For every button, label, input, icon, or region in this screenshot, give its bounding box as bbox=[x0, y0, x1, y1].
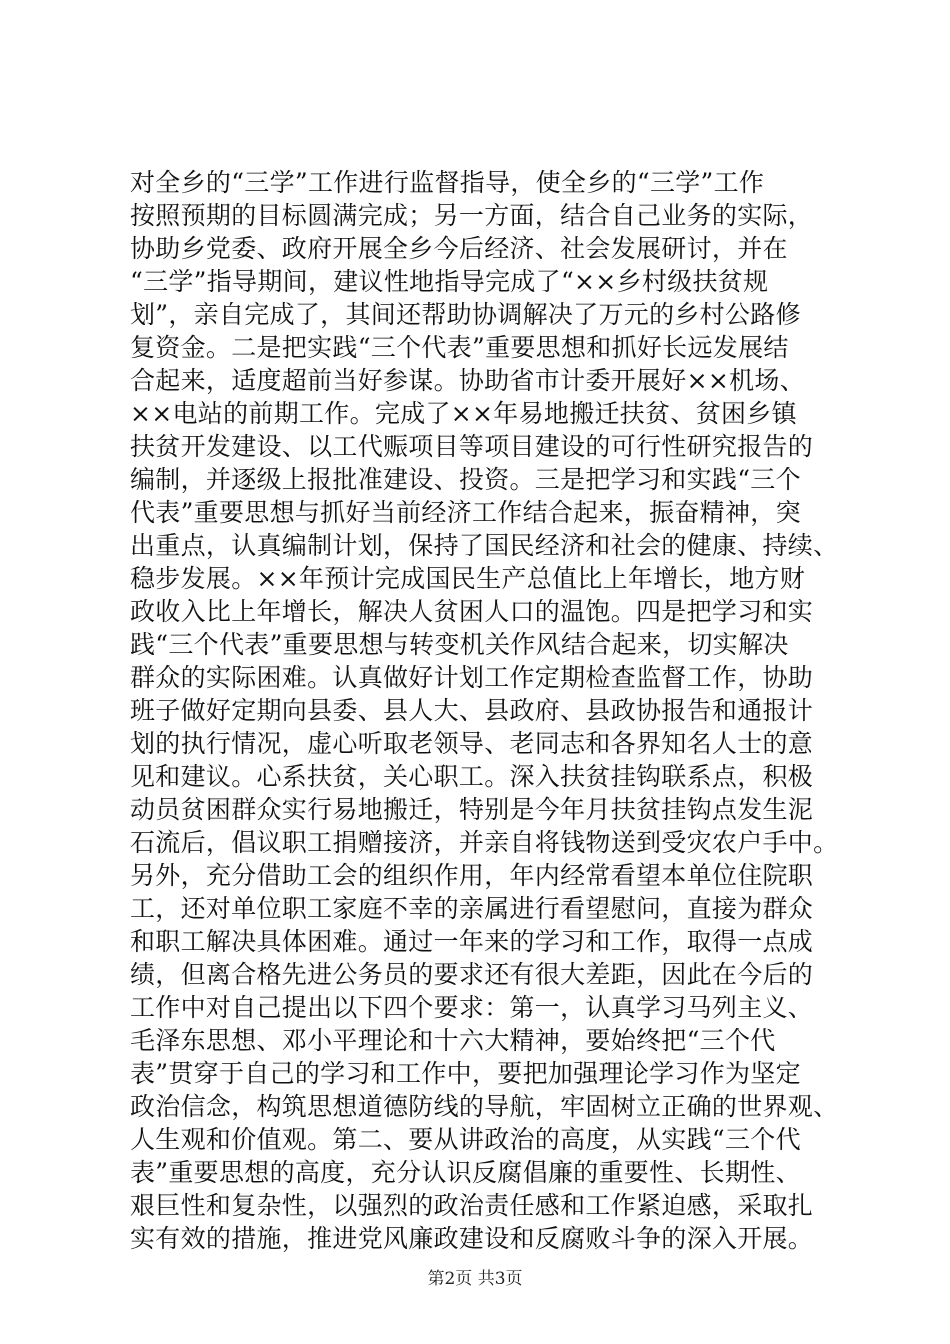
text-line: 艰巨性和复杂性，以强烈的政治责任感和工作紧迫感，采取扎 bbox=[130, 1191, 814, 1220]
text-line: 划”，亲自完成了，其间还帮助协调解决了万元的乡村公路修 bbox=[130, 300, 801, 329]
text-line: 绩，但离合格先进公务员的要求还有很大差距，因此在今后的 bbox=[130, 960, 814, 989]
text-line: 石流后，倡议职工捐赠接济，并亲自将钱物送到受灾农户手中。 bbox=[130, 828, 839, 857]
text-line: 划的执行情况，虚心听取老领导、老同志和各界知名人士的意 bbox=[130, 729, 814, 758]
text-line: 见和建议。心系扶贫，关心职工。深入扶贫挂钩联系点，积极 bbox=[130, 762, 814, 791]
text-line: 按照预期的目标圆满完成；另一方面，结合自己业务的实际， bbox=[130, 201, 814, 230]
text-line: 毛泽东思想、邓小平理论和十六大精神，要始终把“三个代 bbox=[130, 1026, 776, 1055]
text-line: 稳步发展。××年预计完成国民生产总值比上年增长，地方财 bbox=[130, 564, 805, 593]
page-number-footer: 第2页 共3页 bbox=[427, 1269, 523, 1289]
text-line: 出重点，认真编制计划，保持了国民经济和社会的健康、持续、 bbox=[130, 531, 839, 560]
text-line: 表”贯穿于自己的学习和工作中，要把加强理论学习作为坚定 bbox=[130, 1059, 801, 1088]
text-line: 协助乡党委、政府开展全乡今后经济、社会发展研讨，并在 bbox=[130, 234, 788, 263]
text-line: 另外，充分借助工会的组织作用，年内经常看望本单位住院职 bbox=[130, 861, 814, 890]
text-line: 工作中对自己提出以下四个要求：第一，认真学习马列主义、 bbox=[130, 993, 814, 1022]
text-line: 群众的实际困难。认真做好计划工作定期检查监督工作，协助 bbox=[130, 663, 814, 692]
text-line: 政治信念，构筑思想道德防线的导航，牢固树立正确的世界观、 bbox=[130, 1092, 839, 1121]
text-line: 合起来，适度超前当好参谋。协助省市计委开展好××机场、 bbox=[130, 366, 805, 395]
text-line: 代表”重要思想与抓好当前经济工作结合起来，振奋精神，突 bbox=[130, 498, 801, 527]
text-line: ××电站的前期工作。完成了××年易地搬迁扶贫、贫困乡镇 bbox=[130, 399, 797, 428]
text-line: 动员贫困群众实行易地搬迁，特别是今年月扶贫挂钩点发生泥 bbox=[130, 795, 814, 824]
text-line: 表”重要思想的高度，充分认识反腐倡廉的重要性、长期性、 bbox=[130, 1158, 801, 1187]
text-line: “三学”指导期间，建议性地指导完成了“××乡村级扶贫规 bbox=[130, 267, 769, 296]
text-line: 扶贫开发建设、以工代赈项目等项目建设的可行性研究报告的 bbox=[130, 432, 814, 461]
text-line: 工，还对单位职工家庭不幸的亲属进行看望慰问，直接为群众 bbox=[130, 894, 814, 923]
text-line: 对全乡的“三学”工作进行监督指导，使全乡的“三学”工作 bbox=[130, 168, 765, 197]
body-text bbox=[130, 166, 860, 1255]
text-line: 人生观和价值观。第二、要从讲政治的高度，从实践“三个代 bbox=[130, 1125, 801, 1154]
text-line: 和职工解决具体困难。通过一年来的学习和工作，取得一点成 bbox=[130, 927, 814, 956]
text-line: 实有效的措施，推进党风廉政建设和反腐败斗争的深入开展。 bbox=[130, 1224, 814, 1253]
text-line: 践“三个代表”重要思想与转变机关作风结合起来，切实解决 bbox=[130, 630, 789, 659]
text-line: 编制，并逐级上报批准建设、投资。三是把学习和实践“三个 bbox=[130, 465, 801, 494]
text-line: 班子做好定期向县委、县人大、县政府、县政协报告和通报计 bbox=[130, 696, 814, 725]
text-line: 复资金。二是把实践“三个代表”重要思想和抓好长远发展结 bbox=[130, 333, 789, 362]
text-line: 政收入比上年增长，解决人贫困人口的温饱。四是把学习和实 bbox=[130, 597, 814, 626]
